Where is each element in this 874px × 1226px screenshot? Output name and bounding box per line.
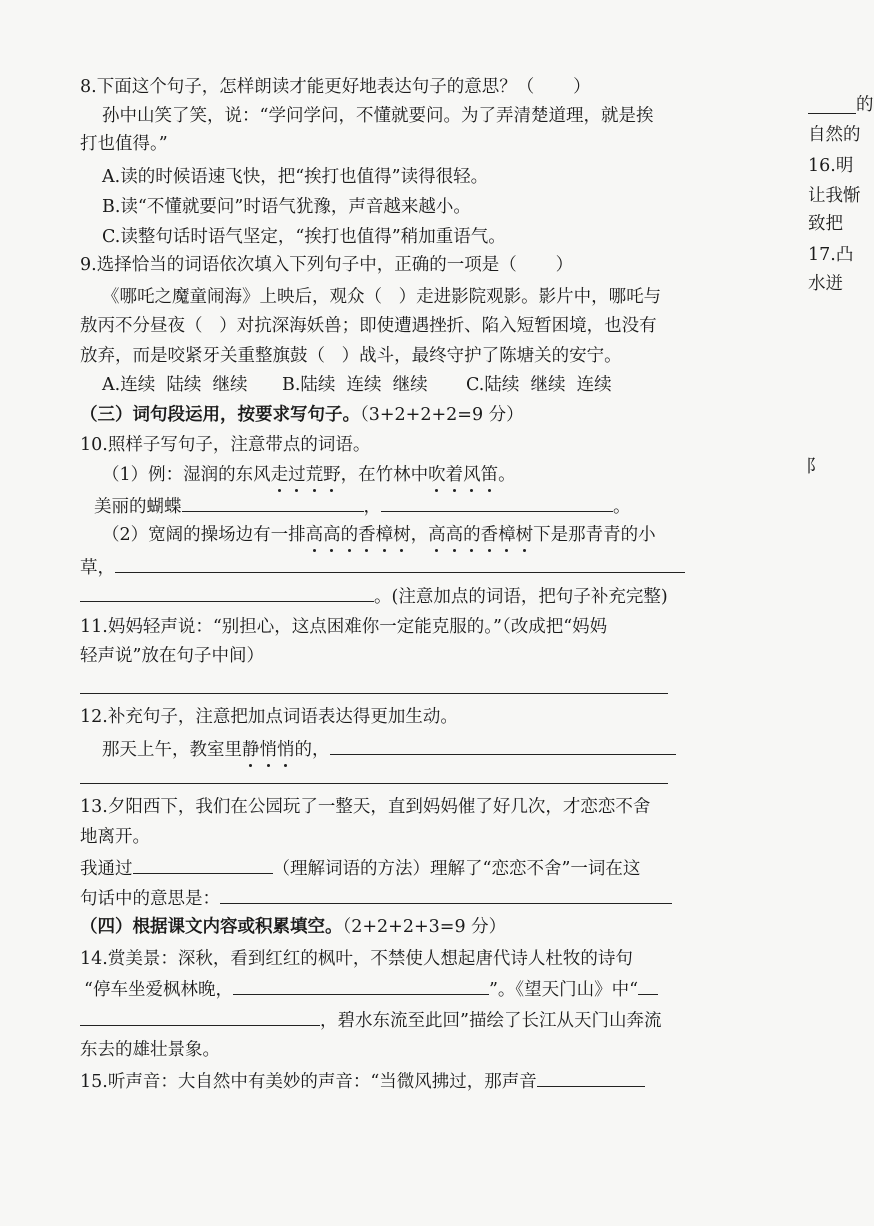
- answer-blank-6[interactable]: [133, 855, 273, 874]
- dotted-word-5: 静悄悄: [242, 740, 295, 760]
- q9-paragraph-2: 敖丙不分昼夜（ ）对抗深海妖兽；即使遭遇挫折、陷入短暂困境，也没有: [80, 316, 657, 336]
- q11-line-2: 轻声说”放在句子中间）: [80, 646, 264, 666]
- answer-blank-11[interactable]: [537, 1068, 645, 1087]
- q15-line-1: 15.听声音：大自然中有美妙的声音：“当微风拂过，那声音: [80, 1068, 645, 1095]
- q10-part-2: （2）宽阔的操场边有一排高高的香樟树，高高的香樟树下是那青青的小: [102, 525, 656, 545]
- q10-stem: 10.照样子写句子，注意带点的词语。: [80, 435, 371, 455]
- q11-line-1: 11.妈妈轻声说：“别担心，这点困难你一定能克服的。”（改成把“妈妈: [80, 617, 608, 637]
- dotted-word-3: 高高的香樟树: [305, 525, 411, 545]
- q10-part-2-note: 。(注意加点的词语，把句子补充完整): [80, 583, 668, 610]
- side-answer-line: [808, 112, 856, 114]
- q9-option-b: B.陆续 连续 继续: [282, 375, 428, 395]
- answer-blank-8[interactable]: [233, 976, 489, 995]
- q13-line-1: 13.夕阳西下，我们在公园玩了一整天，直到妈妈催了好几次，才恋恋不舍: [80, 797, 651, 817]
- side-text-3: 让我惭: [808, 186, 861, 206]
- answer-blank-2[interactable]: [381, 493, 613, 512]
- q9-paragraph-3: 放弃，而是咬紧牙关重整旗鼓（ ）战斗，最终守护了陈塘关的安宁。: [80, 346, 622, 366]
- q8-stem: 8.下面这个句子，怎样朗读才能更好地表达句子的意思？（ ）: [80, 77, 591, 97]
- q14-line-2: “停车坐爱枫林晚， ”。《望天门山》中“: [84, 976, 658, 1003]
- q11-answer-line[interactable]: [80, 692, 668, 694]
- answer-blank-5[interactable]: [330, 736, 676, 755]
- q13-line-3: 我通过 （理解词语的方法）理解了“恋恋不舍”一词在这: [80, 855, 640, 882]
- dotted-word-4: 高高的香樟树: [428, 525, 534, 545]
- q10-part-2-line: 草，: [80, 554, 685, 581]
- answer-blank-9[interactable]: [638, 976, 658, 995]
- side-text-5: 17.凸: [808, 245, 854, 265]
- q13-line-2: 地离开。: [80, 827, 150, 847]
- q13-line-4: 句话中的意思是：: [80, 885, 672, 912]
- answer-blank-4[interactable]: [80, 583, 374, 602]
- q14-line-1: 14.赏美景：深秋，看到红红的枫叶，不禁使人想起唐代诗人杜牧的诗句: [80, 949, 633, 969]
- q10-example: （1）例：湿润的东风走过荒野，在竹林中吹着风笛。: [102, 465, 516, 485]
- q14-line-3: ，碧水东流至此回”描绘了长江从天门山奔流: [80, 1007, 661, 1034]
- q10-fill-line: 美丽的蝴蝶 ， 。: [94, 493, 631, 520]
- section-3-heading: （三）词句段运用，按要求写句子。（3+2+2+2=9 分）: [80, 405, 524, 425]
- section-4-heading: （四）根据课文内容或积累填空。（2+2+2+3=9 分）: [80, 917, 507, 937]
- answer-blank-3[interactable]: [115, 554, 685, 573]
- side-text-1: 自然的: [808, 125, 861, 145]
- q14-line-4: 东去的雄壮景象。: [80, 1040, 220, 1060]
- q12-stem: 12.补充句子，注意把加点词语表达得更加生动。: [80, 707, 458, 727]
- side-text-6: 水迸: [808, 274, 843, 294]
- dotted-word-2: 吹着风笛: [428, 465, 499, 485]
- q12-answer-line[interactable]: [80, 782, 668, 784]
- q8-sentence: 孙中山笑了笑，说：“学问学问，不懂就要问。为了弄清楚道理，就是挨: [102, 106, 654, 126]
- q12-sentence: 那天上午，教室里静悄悄的，: [102, 736, 676, 763]
- q8-option-a: A.读的时候语速飞快，把“挨打也值得”读得很轻。: [102, 167, 489, 187]
- q9-stem: 9.选择恰当的词语依次填入下列句子中，正确的一项是（ ）: [80, 255, 574, 275]
- side-text-7: 阝: [806, 457, 824, 477]
- answer-blank-10[interactable]: [80, 1007, 320, 1026]
- q8-sentence-cont: 打也值得。”: [80, 134, 168, 154]
- side-top-char: 的: [856, 95, 874, 115]
- q8-option-b: B.读“不懂就要问”时语气犹豫，声音越来越小。: [102, 197, 471, 217]
- q9-option-c: C.陆续 继续 连续: [466, 375, 612, 395]
- q9-paragraph-1: 《哪吒之魔童闹海》上映后，观众（ ）走进影院观影。影片中，哪吒与: [102, 287, 662, 307]
- dotted-word-1: 走过荒野: [270, 465, 341, 485]
- answer-blank-1[interactable]: [182, 493, 364, 512]
- answer-blank-7[interactable]: [220, 885, 672, 904]
- side-text-2: 16.明: [808, 156, 854, 176]
- side-text-4: 致把: [808, 214, 843, 234]
- q8-option-c: C.读整句话时语气坚定，“挨打也值得”稍加重语气。: [102, 227, 506, 247]
- q9-option-a: A.连续 陆续 继续: [102, 375, 248, 395]
